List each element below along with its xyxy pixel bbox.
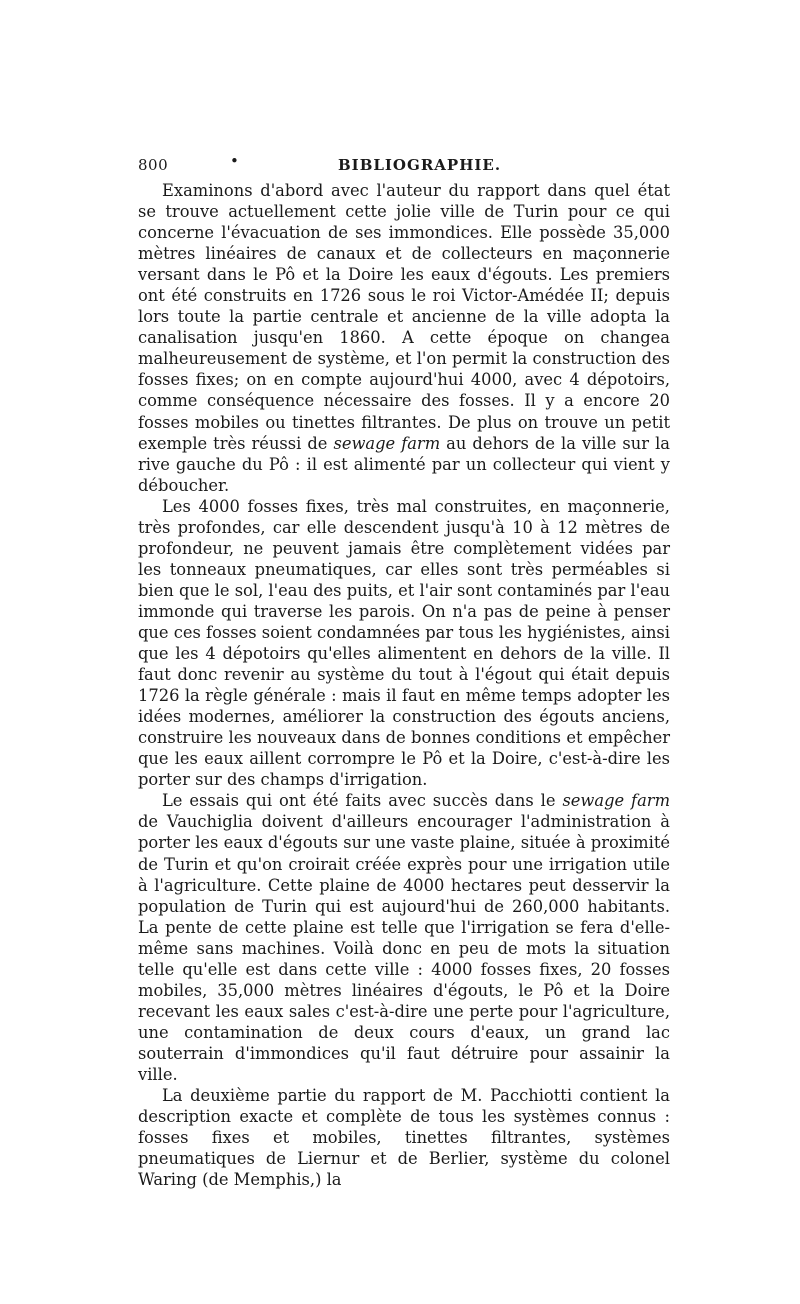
paragraph-text: de Vauchiglia doivent d'ailleurs encourager l'administration à porter les eaux d'égouts sur une vaste plaine, située à proximité de Turin et qu'on croirait créée exprès pour une irrigation utile à l'agriculture. Cette plaine de 4000 hectares peut desservir la population de Turin qui est aujourd'hui de 260,000 habitants. La pente de cette plaine est telle que l'irrigation se fera d'elle-même sans machines. Voilà donc en peu de mots la situation telle qu'elle est dans cette ville : 4000 fosses fixes, 20 fosses mobiles, 35,000 mètres linéaires d'égouts, le Pô et la Doire recevant les eaux sales c'est-à-dire une perte pour l'agriculture, une contamination de deux cours d'eaux, un grand lac souterrain d'immondices qu'il faut détruire pour assainir la ville.: [138, 812, 670, 1084]
paragraph-text: au dehors de la ville sur la rive gauche du Pô : il est alimenté par un collecteur qui vient y déboucher.: [138, 433, 670, 495]
paragraph-text: La deuxième partie du rapport de M. Pacchiotti contient la description exacte et complète de tous les systèmes connus : fosses fixes et mobiles, tinettes filtrantes, systèmes pneumatiques de Liernur et de Berlier, système du colonel Waring (de Memphis,) la: [138, 1086, 670, 1190]
paragraph-text: Les 4000 fosses fixes, très mal construites, en maçonnerie, très profondes, car elle descendent jusqu'à 10 à 12 mètres de profondeur, ne peuvent jamais être complètement vidées par les tonneaux pneumatiques, car elles sont très perméables si bien que le sol, l'eau des puits, et l'air sont contaminés par l'eau immonde qui traverse les parois. On n'a pas de peine à penser que ces fosses soient condamnées par tous les hygiénistes, ainsi que les 4 dépotoirs qu'elles alimentent en dehors de la ville. Il faut donc revenir au système du tout à l'égout qui était depuis 1726 la règle générale : mais il faut en même temps adopter les idées modernes, améliorer la construction des égouts anciens, construire les nouveaux dans de bonnes conditions et empêcher que les eaux aillent corrompre le Pô et la Doire, c'est-à-dire les porter sur des champs d'irrigation.: [138, 496, 670, 790]
running-head: [138, 152, 670, 180]
book-page: [138, 152, 670, 1190]
paragraph-2: [138, 496, 670, 791]
paragraph-3: [138, 790, 670, 1085]
paragraph-text: Le essais qui ont été faits avec succès dans le: [162, 791, 563, 811]
body-text: [138, 180, 670, 1190]
dot-mark-icon: •: [230, 152, 240, 170]
paragraph-text: Examinons d'abord avec l'auteur du rapport dans quel état se trouve actuellement cette jolie ville de Turin pour ce qui concerne l'évacuation de ses immondices. Elle possède 35,000 mètres linéaires de canaux et de collecteurs en maçonnerie versant dans le Pô et la Doire les eaux d'égouts. Les premiers ont été construits en 1726 sous le roi Victor-Amédée II; depuis lors toute la partie centrale et ancienne de la ville adopta la canalisation jusqu'en 1860. A cette époque on changea malheureusement de système, et l'on permit la construction des fosses fixes; on en compte aujourd'hui 4000, avec 4 dépotoirs, comme conséquence nécessaire des fosses. Il y a encore 20 fosses mobiles ou tinettes filtrantes. De plus on trouve un petit exemple très réussi de: [138, 181, 670, 453]
italic-term: sewage farm: [333, 433, 441, 453]
italic-term: sewage farm: [562, 791, 671, 811]
paragraph-4: [138, 1085, 670, 1190]
page-number: 800: [138, 156, 169, 174]
header-title: BIBLIOGRAPHIE.: [338, 156, 502, 174]
paragraph-1: [138, 180, 670, 496]
